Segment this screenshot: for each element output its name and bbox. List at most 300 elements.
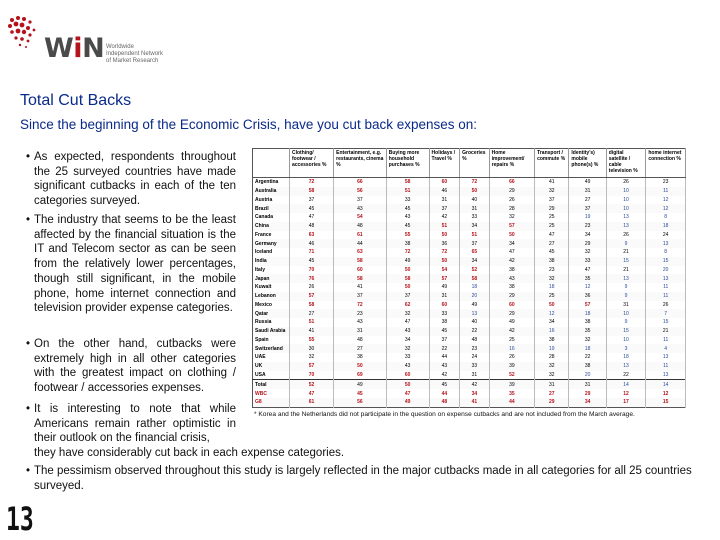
value-cell: 44	[429, 389, 460, 398]
value-cell: 50	[386, 266, 429, 275]
country-cell: Spain	[253, 336, 290, 345]
value-cell: 9	[606, 318, 646, 327]
value-cell: 38	[569, 318, 606, 327]
value-cell: 31	[535, 380, 569, 389]
value-cell: 55	[290, 336, 334, 345]
value-cell: 41	[334, 283, 387, 292]
value-cell: 39	[489, 380, 534, 389]
logo-tagline: Worldwide Independent Network of Market Research	[106, 44, 164, 64]
value-cell: 45	[290, 204, 334, 213]
value-cell: 11	[646, 362, 686, 371]
value-cell: 29	[569, 239, 606, 248]
value-cell: 36	[429, 239, 460, 248]
bullet-point: • As expected, respondents throughout the 25 surveyed countries have made significant cutbacks in each of the ten categories surveyed.	[26, 151, 236, 208]
value-cell: 16	[535, 327, 569, 336]
value-cell: 25	[489, 336, 534, 345]
value-cell: 34	[460, 389, 489, 398]
value-cell: 44	[334, 239, 387, 248]
value-cell: 12	[646, 196, 686, 205]
win-logo	[6, 14, 176, 70]
country-cell: Austria	[253, 196, 290, 205]
table-row	[253, 283, 686, 292]
country-cell: France	[253, 231, 290, 240]
value-cell: 58	[386, 178, 429, 187]
table-row	[253, 380, 686, 389]
value-cell: 57	[290, 362, 334, 371]
value-cell: 72	[290, 178, 334, 187]
value-cell: 34	[535, 318, 569, 327]
value-cell: 37	[386, 292, 429, 301]
value-cell: 62	[386, 301, 429, 310]
value-cell: 31	[606, 301, 646, 310]
country-cell: Germany	[253, 239, 290, 248]
table-row	[253, 248, 686, 257]
value-cell: 47	[386, 389, 429, 398]
value-cell: 13	[606, 274, 646, 283]
table-row	[253, 274, 686, 283]
value-cell: 20	[569, 371, 606, 380]
bullet-point: • On the other hand, cutbacks were extremely high in all other categories with the greatest impact on clothing / footwear / accessories expenses.	[26, 338, 236, 395]
value-cell: 32	[535, 371, 569, 380]
value-cell: 49	[569, 178, 606, 187]
value-cell: 44	[489, 398, 534, 408]
value-cell: 70	[290, 371, 334, 380]
value-cell: 34	[489, 239, 534, 248]
value-cell: 29	[489, 309, 534, 318]
value-cell: 37	[569, 204, 606, 213]
value-cell: 18	[646, 222, 686, 231]
value-cell: 48	[334, 222, 387, 231]
country-cell: Italy	[253, 266, 290, 275]
value-cell: 48	[460, 336, 489, 345]
table-row	[253, 362, 686, 371]
value-cell: 37	[429, 204, 460, 213]
value-cell: 42	[460, 380, 489, 389]
value-cell: 10	[606, 187, 646, 196]
value-cell: 37	[334, 196, 387, 205]
value-cell: 58	[290, 301, 334, 310]
value-cell: 43	[334, 318, 387, 327]
value-cell: 32	[386, 309, 429, 318]
value-cell: 49	[386, 257, 429, 266]
value-cell: 38	[535, 257, 569, 266]
value-cell: 29	[535, 204, 569, 213]
value-cell: 35	[569, 327, 606, 336]
value-cell: 60	[429, 301, 460, 310]
value-cell: 18	[569, 309, 606, 318]
value-cell: 48	[334, 336, 387, 345]
table-row	[253, 371, 686, 380]
value-cell: 70	[290, 266, 334, 275]
value-cell: 26	[489, 196, 534, 205]
value-cell: 21	[606, 266, 646, 275]
value-cell: 47	[489, 248, 534, 257]
bullet-point: • It is interesting to note that while Americans remain rather optimistic in their outlook on the financial crisis, they have considerably cut back in each expense categories.	[26, 403, 345, 459]
table-row	[253, 336, 686, 345]
value-cell: 49	[460, 301, 489, 310]
dot-globe-icon	[6, 14, 46, 54]
value-cell: 46	[429, 187, 460, 196]
value-cell: 57	[489, 222, 534, 231]
country-cell: G8	[253, 398, 290, 408]
value-cell: 33	[386, 353, 429, 362]
value-cell: 45	[535, 248, 569, 257]
value-cell: 61	[290, 398, 334, 408]
table-header-cell: home internet connection %	[646, 149, 686, 178]
country-cell: USA	[253, 371, 290, 380]
value-cell: 34	[569, 231, 606, 240]
value-cell: 72	[334, 301, 387, 310]
value-cell: 26	[646, 301, 686, 310]
value-cell: 32	[535, 274, 569, 283]
value-cell: 50	[386, 380, 429, 389]
table-header-cell: Holidays / Travel %	[429, 149, 460, 178]
value-cell: 32	[386, 344, 429, 353]
value-cell: 25	[535, 213, 569, 222]
value-cell: 47	[290, 389, 334, 398]
table-row	[253, 344, 686, 353]
table-row	[253, 257, 686, 266]
value-cell: 18	[606, 353, 646, 362]
table-row	[253, 292, 686, 301]
value-cell: 72	[386, 248, 429, 257]
value-cell: 15	[646, 398, 686, 408]
table-row	[253, 309, 686, 318]
value-cell: 16	[489, 344, 534, 353]
value-cell: 60	[429, 178, 460, 187]
value-cell: 18	[569, 344, 606, 353]
value-cell: 51	[290, 318, 334, 327]
value-cell: 40	[460, 318, 489, 327]
table-header-cell: Entertainment, e.g. restaurants, cinema %	[334, 149, 387, 178]
value-cell: 65	[460, 248, 489, 257]
value-cell: 13	[606, 213, 646, 222]
value-cell: 31	[569, 380, 606, 389]
table-header-cell: Clothing/ footwear / accessories %	[290, 149, 334, 178]
value-cell: 42	[489, 257, 534, 266]
table-row	[253, 301, 686, 310]
country-cell: Iceland	[253, 248, 290, 257]
value-cell: 43	[334, 204, 387, 213]
value-cell: 52	[489, 371, 534, 380]
value-cell: 45	[386, 222, 429, 231]
value-cell: 25	[535, 292, 569, 301]
country-cell: Mexico	[253, 301, 290, 310]
value-cell: 51	[386, 187, 429, 196]
value-cell: 18	[460, 283, 489, 292]
value-cell: 45	[429, 380, 460, 389]
value-cell: 50	[429, 231, 460, 240]
value-cell: 43	[386, 327, 429, 336]
value-cell: 69	[334, 371, 387, 380]
value-cell: 29	[569, 389, 606, 398]
value-cell: 28	[489, 204, 534, 213]
value-cell: 18	[535, 283, 569, 292]
country-cell: Canada	[253, 213, 290, 222]
value-cell: 31	[429, 196, 460, 205]
value-cell: 38	[489, 266, 534, 275]
value-cell: 11	[646, 292, 686, 301]
value-cell: 31	[569, 187, 606, 196]
value-cell: 41	[535, 178, 569, 187]
value-cell: 26	[489, 353, 534, 362]
value-cell: 20	[646, 266, 686, 275]
value-cell: 56	[334, 187, 387, 196]
value-cell: 22	[569, 353, 606, 362]
value-cell: 22	[460, 327, 489, 336]
value-cell: 24	[646, 231, 686, 240]
value-cell: 51	[429, 222, 460, 231]
country-cell: India	[253, 257, 290, 266]
value-cell: 32	[290, 353, 334, 362]
country-cell: Brazil	[253, 204, 290, 213]
value-cell: 57	[290, 292, 334, 301]
value-cell: 34	[569, 398, 606, 408]
value-cell: 58	[386, 274, 429, 283]
value-cell: 38	[489, 283, 534, 292]
value-cell: 76	[290, 274, 334, 283]
table-row	[253, 266, 686, 275]
value-cell: 32	[535, 187, 569, 196]
bullet-point: • The industry that seems to be the least affected by the financial situation is the IT and Telecom sector as can be seen from the relatively lower percentages, though still significant, in the mobile phone, home internet connection and television provider expense categories.	[26, 214, 236, 315]
country-cell: China	[253, 222, 290, 231]
value-cell: 10	[606, 336, 646, 345]
value-cell: 23	[535, 266, 569, 275]
value-cell: 66	[334, 178, 387, 187]
value-cell: 60	[334, 266, 387, 275]
country-cell: Argentina	[253, 178, 290, 187]
value-cell: 34	[386, 336, 429, 345]
table-row	[253, 196, 686, 205]
country-cell: Switzerland	[253, 344, 290, 353]
value-cell: 15	[606, 327, 646, 336]
table-header-cell: Home improvement/ repairs %	[489, 149, 534, 178]
value-cell: 33	[386, 196, 429, 205]
table-row	[253, 178, 686, 187]
value-cell: 22	[606, 371, 646, 380]
value-cell: 13	[606, 222, 646, 231]
value-cell: 60	[489, 301, 534, 310]
value-cell: 37	[535, 196, 569, 205]
value-cell: 10	[606, 309, 646, 318]
value-cell: 19	[569, 213, 606, 222]
value-cell: 50	[429, 257, 460, 266]
country-cell: UAE	[253, 353, 290, 362]
value-cell: 36	[569, 292, 606, 301]
value-cell: 57	[569, 301, 606, 310]
value-cell: 47	[290, 213, 334, 222]
value-cell: 13	[460, 309, 489, 318]
value-cell: 71	[290, 248, 334, 257]
country-cell: WBC	[253, 389, 290, 398]
value-cell: 8	[646, 248, 686, 257]
value-cell: 9	[606, 283, 646, 292]
value-cell: 24	[460, 353, 489, 362]
table-row	[253, 353, 686, 362]
value-cell: 27	[535, 239, 569, 248]
table-header-cell	[253, 149, 290, 178]
value-cell: 52	[290, 380, 334, 389]
value-cell: 45	[386, 204, 429, 213]
value-cell: 26	[606, 231, 646, 240]
country-cell: Qatar	[253, 309, 290, 318]
table-header-cell: Transport / commute %	[535, 149, 569, 178]
value-cell: 29	[489, 187, 534, 196]
value-cell: 27	[569, 196, 606, 205]
value-cell: 17	[606, 398, 646, 408]
table-row	[253, 327, 686, 336]
value-cell: 28	[535, 353, 569, 362]
value-cell: 33	[569, 257, 606, 266]
country-cell: UK	[253, 362, 290, 371]
value-cell: 39	[489, 362, 534, 371]
table-row	[253, 398, 686, 408]
table-header-cell: Buying more household purchases %	[386, 149, 429, 178]
value-cell: 45	[429, 327, 460, 336]
value-cell: 26	[290, 283, 334, 292]
value-cell: 34	[460, 257, 489, 266]
value-cell: 38	[334, 353, 387, 362]
value-cell: 44	[429, 353, 460, 362]
value-cell: 22	[429, 344, 460, 353]
country-cell: Australia	[253, 187, 290, 196]
value-cell: 26	[606, 178, 646, 187]
table-header-cell: Groceries %	[460, 149, 489, 178]
value-cell: 63	[290, 231, 334, 240]
value-cell: 49	[429, 283, 460, 292]
value-cell: 43	[489, 274, 534, 283]
value-cell: 15	[606, 257, 646, 266]
value-cell: 56	[334, 398, 387, 408]
value-cell: 50	[334, 362, 387, 371]
value-cell: 45	[334, 389, 387, 398]
country-cell: Kuwait	[253, 283, 290, 292]
value-cell: 50	[386, 283, 429, 292]
value-cell: 13	[646, 274, 686, 283]
table-row	[253, 239, 686, 248]
value-cell: 49	[334, 380, 387, 389]
value-cell: 23	[334, 309, 387, 318]
value-cell: 47	[535, 231, 569, 240]
value-cell: 19	[535, 344, 569, 353]
value-cell: 7	[646, 309, 686, 318]
value-cell: 54	[334, 213, 387, 222]
value-cell: 14	[646, 380, 686, 389]
value-cell: 41	[290, 327, 334, 336]
value-cell: 42	[429, 371, 460, 380]
country-cell: Russia	[253, 318, 290, 327]
value-cell: 10	[606, 204, 646, 213]
value-cell: 25	[535, 222, 569, 231]
value-cell: 46	[290, 239, 334, 248]
page-subtitle: Since the beginning of the Economic Crisis, have you cut back expenses on:	[20, 117, 478, 132]
value-cell: 4	[646, 344, 686, 353]
value-cell: 47	[386, 318, 429, 327]
table-header-row	[253, 149, 686, 178]
value-cell: 55	[386, 231, 429, 240]
logo-wordmark: WiN	[44, 33, 105, 64]
value-cell: 42	[489, 327, 534, 336]
value-cell: 37	[334, 292, 387, 301]
table-row	[253, 187, 686, 196]
table-row	[253, 389, 686, 398]
value-cell: 48	[429, 398, 460, 408]
value-cell: 34	[460, 222, 489, 231]
value-cell: 58	[334, 257, 387, 266]
value-cell: 49	[489, 318, 534, 327]
table-row	[253, 213, 686, 222]
table-header-cell: Identity's) mobile phone(s) %	[569, 149, 606, 178]
value-cell: 11	[646, 187, 686, 196]
value-cell: 31	[429, 292, 460, 301]
value-cell: 31	[460, 204, 489, 213]
table-row	[253, 204, 686, 213]
value-cell: 45	[290, 257, 334, 266]
value-cell: 35	[569, 274, 606, 283]
country-cell: Saudi Arabia	[253, 327, 290, 336]
page-title: Total Cut Backs	[20, 92, 132, 109]
value-cell: 38	[386, 239, 429, 248]
value-cell: 48	[290, 222, 334, 231]
value-cell: 51	[460, 231, 489, 240]
value-cell: 52	[460, 266, 489, 275]
value-cell: 9	[606, 239, 646, 248]
value-cell: 11	[646, 283, 686, 292]
value-cell: 50	[460, 187, 489, 196]
page-number: 13	[6, 500, 34, 538]
value-cell: 58	[290, 187, 334, 196]
country-cell: Lebanon	[253, 292, 290, 301]
country-cell: Japan	[253, 274, 290, 283]
value-cell: 50	[535, 301, 569, 310]
value-cell: 29	[489, 292, 534, 301]
value-cell: 11	[646, 336, 686, 345]
value-cell: 12	[569, 283, 606, 292]
value-cell: 33	[429, 309, 460, 318]
value-cell: 43	[429, 362, 460, 371]
value-cell: 12	[646, 204, 686, 213]
value-cell: 13	[646, 353, 686, 362]
value-cell: 21	[606, 248, 646, 257]
country-cell: Total	[253, 380, 290, 389]
value-cell: 30	[290, 344, 334, 353]
value-cell: 43	[386, 213, 429, 222]
value-cell: 61	[334, 231, 387, 240]
value-cell: 23	[569, 222, 606, 231]
value-cell: 12	[606, 389, 646, 398]
value-cell: 32	[569, 336, 606, 345]
value-cell: 15	[646, 257, 686, 266]
value-cell: 13	[646, 239, 686, 248]
value-cell: 37	[290, 196, 334, 205]
table-row	[253, 222, 686, 231]
value-cell: 58	[460, 274, 489, 283]
value-cell: 41	[460, 398, 489, 408]
value-cell: 72	[460, 178, 489, 187]
value-cell: 58	[334, 274, 387, 283]
value-cell: 31	[460, 371, 489, 380]
value-cell: 37	[460, 239, 489, 248]
value-cell: 38	[535, 336, 569, 345]
table-row	[253, 231, 686, 240]
value-cell: 21	[646, 327, 686, 336]
value-cell: 23	[460, 344, 489, 353]
table-row	[253, 318, 686, 327]
value-cell: 33	[460, 362, 489, 371]
value-cell: 13	[646, 371, 686, 380]
value-cell: 15	[646, 318, 686, 327]
table-header-cell: digital satellite / cable television %	[606, 149, 646, 178]
